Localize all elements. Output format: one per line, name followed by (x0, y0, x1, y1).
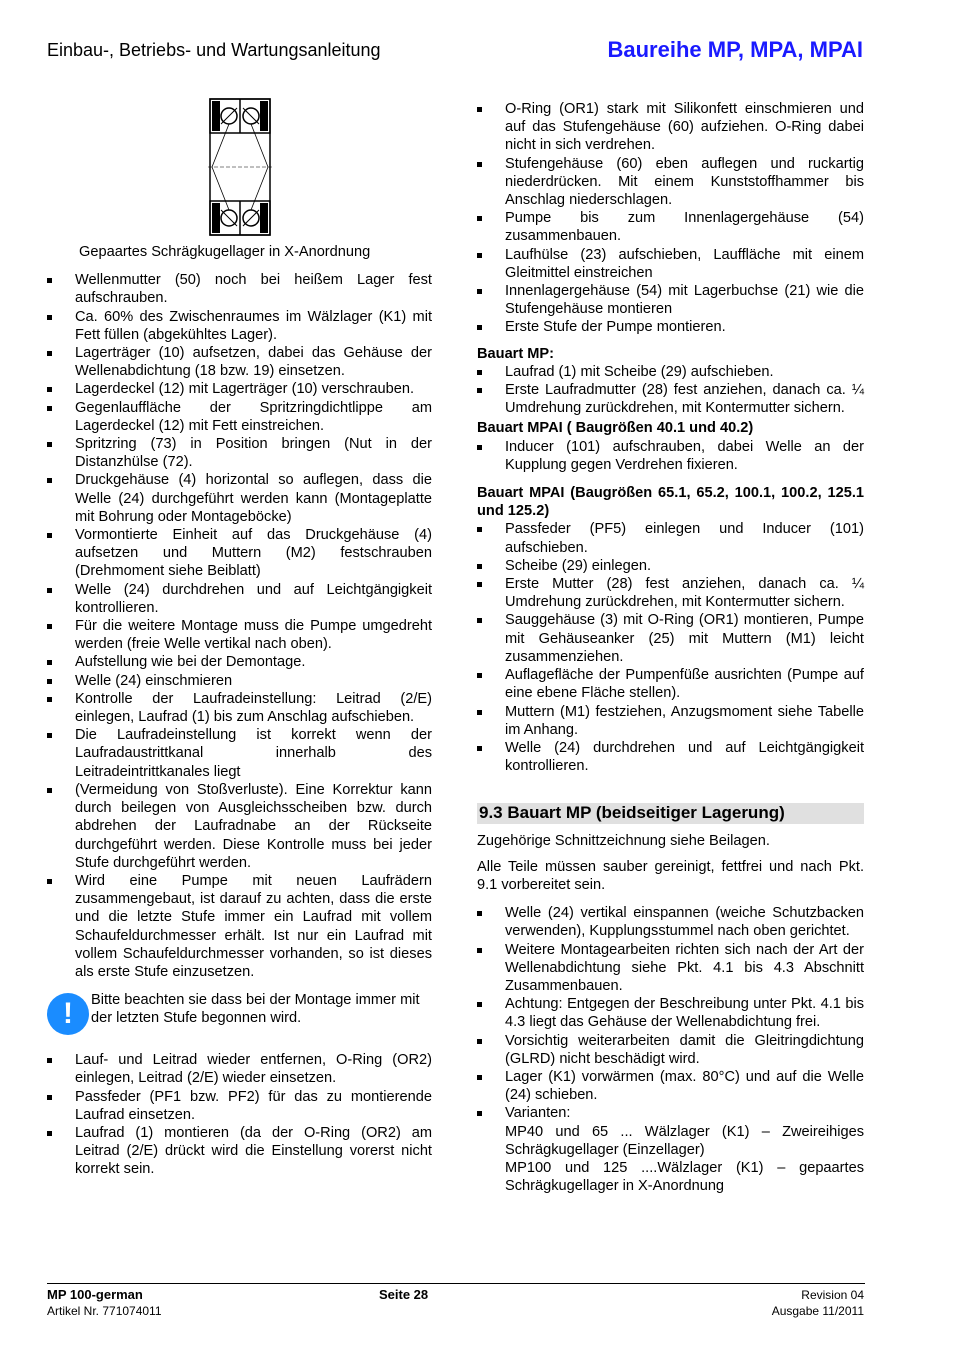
list-item: Spritzring (73) in Position bringen (Nut in der Distanzhülse (72). (47, 435, 432, 471)
left-list-1 (47, 271, 432, 981)
list-item: Für die weitere Montage muss die Pumpe umgedreht werden (freie Welle vertikal nach oben). (47, 617, 432, 653)
list-item: Wird eine Pumpe mit neuen Laufrädern zusammengebaut, ist darauf zu achten, dass die erste und die letzte Stufe immer ein Laufrad mit vollem Schaufeldurchmesser erhält. Ist nur ein Laufrad mit vollem Schaufeldurchmesser vorhanden, so ist dieses als erste Stufe einzusetzen. (47, 872, 432, 981)
list-item: Passfeder (PF5) einlegen und Inducer (101) aufschieben. (477, 520, 864, 556)
list-item: Welle (24) durchdrehen und auf Leichtgängigkeit kontrollieren. (477, 739, 864, 775)
list-item: Ca. 60% des Zwischenraumes im Wälzlager (K1) mit Fett füllen (abgekühltes Lager). (47, 308, 432, 344)
list-item: Welle (24) durchdrehen und auf Leichtgängigkeit kontrollieren. (47, 581, 432, 617)
mpai2-heading: Bauart MPAI (Baugrößen 65.1, 65.2, 100.1, 100.2, 125.1 und 125.2) (477, 485, 864, 520)
mpai2-list (477, 520, 864, 775)
variants-label: Varianten: (505, 1105, 571, 1122)
list-item: Lagerträger (10) aufsetzen, dabei das Gehäuse der Wellenabdichtung (18 bzw. 19) einsetzen. (47, 344, 432, 380)
footer-page: Seite 28 (379, 1287, 429, 1302)
list-item: Welle (24) einschmieren (47, 672, 432, 690)
footer-rule (47, 1283, 865, 1284)
list-item: Gegenlauffläche der Spritzringdichtlippe am Lagerdeckel (12) mit Fett einstreichen. (47, 399, 432, 435)
section-list (477, 904, 864, 1195)
section-heading: 9.3 Bauart MP (beidseitiger Lagerung) (477, 803, 864, 823)
footer-edition: Ausgabe 11/2011 (771, 1304, 864, 1318)
mpai1-heading: Bauart MPAI ( Baugrößen 40.1 und 40.2) (477, 420, 754, 437)
list-item: Druckgehäuse (4) horizontal so auflegen, dass die Welle (24) durchgeführt werden kann (Montageplatte mit Bohrung oder Montageböcke) (47, 471, 432, 526)
list-item: Wellenmutter (50) noch bei heißem Lager fest aufschrauben. (47, 271, 432, 307)
variant-line: MP40 und 65 ... Wälzlager (K1) – Zweireihiges Schrägkugellager (Einzellager) (505, 1123, 864, 1158)
list-item: Erste Stufe der Pumpe montieren. (477, 318, 864, 336)
list-item: Laufhülse (23) aufschieben, Lauffläche mit einem Gleitmittel einstreichen (477, 246, 864, 282)
list-item: Weitere Montagearbeiten richten sich nach der Art der Wellenabdichtung siehe Pkt. 4.1 bis 4.3 Abschnitt Zusammenbauen. (477, 941, 864, 996)
list-item: Pumpe bis zum Innenlagergehäuse (54) zusammenbauen. (477, 209, 864, 245)
list-item: Innenlagergehäuse (54) mit Lagerbuchse (21) wie die Stufengehäuse montieren (477, 282, 864, 318)
list-item: Auflagefläche der Pumpenfüße ausrichten (Pumpe auf eine ebene Fläche stellen). (477, 666, 864, 702)
note-box (47, 991, 432, 1035)
list-item: Passfeder (PF1 bzw. PF2) für das zu montierende Laufrad einsetzen. (47, 1088, 432, 1124)
list-item: Lager (K1) vorwärmen (max. 80°C) und auf die Welle (24) schieben. (477, 1068, 864, 1104)
section-prep: Alle Teile müssen sauber gereinigt, fettfrei und nach Pkt. 9.1 vorbereitet sein. (477, 858, 864, 893)
right-list-1 (477, 100, 864, 337)
header-title: Einbau-, Betriebs- und Wartungsanleitung (47, 40, 381, 60)
section-intro: Zugehörige Schnittzeichnung siehe Beilagen. (477, 832, 770, 849)
list-item: Aufstellung wie bei der Demontage. (47, 653, 432, 671)
list-item: (Vermeidung von Stoßverluste). Eine Korrektur kann durch beilegen von Ausgleichsscheiben bzw. durch abdrehen der Laufradnabe an der Rückseite durchgeführt werden. Diese Kontrolle muss bei jeder Stufe durchgeführt werden. (47, 781, 432, 872)
list-item: Lagerdeckel (12) mit Lagerträger (10) verschrauben. (47, 380, 432, 398)
list-item: Laufrad (1) montieren (da der O-Ring (OR2) am Leitrad (2/E) drückt wird die Einstellung vorerst nicht korrekt sein. (47, 1124, 432, 1179)
warning-icon: ! (47, 993, 89, 1035)
list-item: Vorsichtig weiterarbeiten damit die Gleitringdichtung (GLRD) nicht beschädigt wird. (477, 1032, 864, 1068)
right-column (477, 100, 864, 1195)
left-column (47, 97, 432, 1179)
mp-heading: Bauart MP: (477, 345, 555, 362)
list-item: Erste Laufradmutter (28) fest anziehen, danach ca. ¼ Umdrehung zurückdrehen, mit Kontermutter sichern. (477, 381, 864, 417)
variant-line: MP100 und 125 ....Wälzlager (K1) – gepaartes Schrägkugellager in X-Anordnung (505, 1159, 864, 1195)
list-item: Stufengehäuse (60) eben auflegen und ruckartig niederdrücken. Mit einem Kunststoffhammer bis Anschlag niederschlagen. (477, 155, 864, 210)
bearing-figure (47, 97, 432, 261)
header-series: Baureihe MP, MPA, MPAI (607, 37, 863, 62)
list-item: Scheibe (29) einlegen. (477, 557, 864, 575)
list-item: Sauggehäuse (3) mit O-Ring (OR1) montieren, Pumpe mit Gehäuseanker (25) mit Muttern (M1) leicht zusammenziehen. (477, 611, 864, 666)
bearing-drawing-icon (208, 97, 272, 237)
list-item: Laufrad (1) mit Scheibe (29) aufschieben. (477, 363, 864, 381)
mp-list (477, 363, 864, 418)
list-item: Lauf- und Leitrad wieder entfernen, O-Ring (OR2) einlegen, Leitrad (2/E) wieder einsetzen. (47, 1051, 432, 1087)
list-item (477, 1104, 864, 1195)
figure-caption: Gepaartes Schrägkugellager in X-Anordnung (79, 244, 371, 260)
list-item: Inducer (101) aufschrauben, dabei Welle an der Kupplung gegen Verdrehen fixieren. (477, 438, 864, 474)
list-item: Die Laufradeinstellung ist korrekt wenn der Laufradaustrittkanal innerhalb des Leitradeintrittkanales liegt (47, 726, 432, 781)
footer-article: Artikel Nr. 771074011 (47, 1304, 162, 1318)
list-item: Erste Mutter (28) fest anziehen, danach ca. ¼ Umdrehung zurückdrehen, mit Kontermutter sichern. (477, 575, 864, 611)
list-item: Vormontierte Einheit auf das Druckgehäuse (4) aufsetzen und Muttern (M2) festschrauben (Drehmoment siehe Beiblatt) (47, 526, 432, 581)
list-item: Achtung: Entgegen der Beschreibung unter Pkt. 4.1 bis 4.3 liegt das Gehäuse der Wellenabdichtung frei. (477, 995, 864, 1031)
list-item: Muttern (M1) festziehen, Anzugsmoment siehe Tabelle im Anhang. (477, 703, 864, 739)
list-item: Welle (24) vertikal einspannen (weiche Schutzbacken verwenden), Kupplungsstummel nach oben gerichtet. (477, 904, 864, 940)
mpai1-list (477, 438, 864, 474)
footer-doc: MP 100-german (47, 1287, 143, 1302)
list-item: Kontrolle der Laufradeinstellung: Leitrad (2/E) einlegen, Laufrad (1) bis zum Anschlag aufschieben. (47, 690, 432, 726)
footer-revision: Revision 04 (801, 1288, 864, 1302)
left-list-2 (47, 1051, 432, 1178)
note-text: Bitte beachten sie dass bei der Montage immer mit der letzten Stufe begonnen wird. (91, 992, 420, 1027)
list-item: O-Ring (OR1) stark mit Silikonfett einschmieren und auf das Stufengehäuse (60) aufziehen. O-Ring dabei nicht in sich verdrehen. (477, 100, 864, 155)
